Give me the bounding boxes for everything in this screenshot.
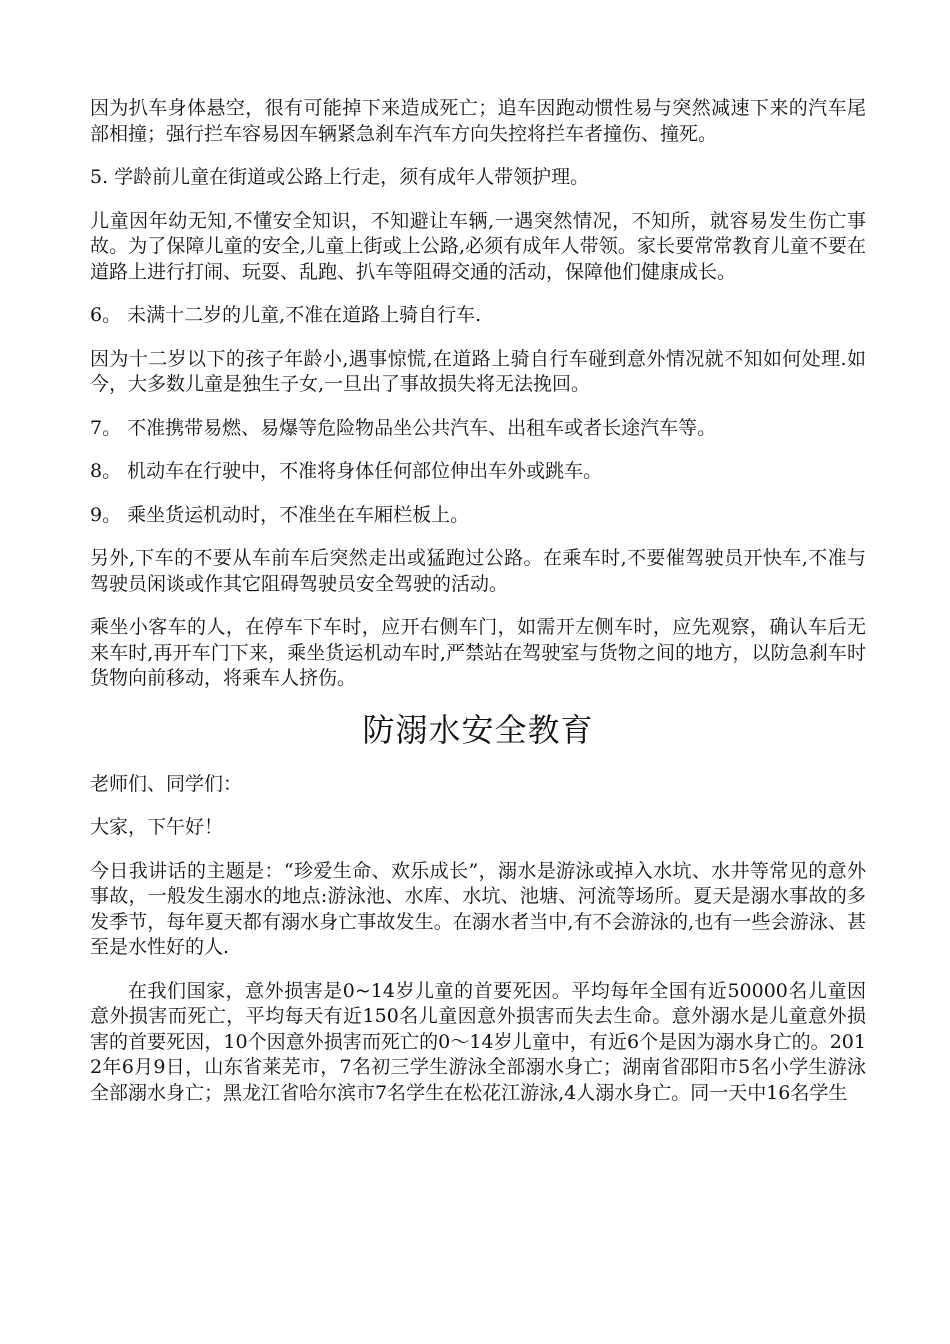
paragraph: 另外,下车的不要从车前车后突然走出或猛跑过公路。在乘车时,不要催驾驶员开快车,不准与驾驶员闲谈或作其它阻碍驾驶员安全驾驶的活动。	[90, 547, 866, 595]
paragraph: 今日我讲话的主题是：“珍爱生命、欢乐成长”，溺水是游泳或掉入水坑、水井等常见的意外事故，一般发生溺水的地点:游泳池、水库、水坑、池塘、河流等场所。夏天是溺水事故的多发季节，每年夏天都有溺水身亡事故发生。在溺水者当中,有不会游泳的,也有一些会游泳、甚至是水性好的人.	[90, 859, 866, 958]
greeting: 大家，下午好！	[90, 816, 224, 838]
paragraph: 6。 未满十二岁的儿童,不准在道路上骑自行车.	[90, 304, 482, 326]
paragraph: 乘坐小客车的人，在停车下车时，应开右侧车门，如需开左侧车时，应先观察，确认车后无来车时,再开车门下来，乘坐货运机动车时,严禁站在驾驶室与货物之间的地方，以防急刹车时货物向前移动，将乘车人挤伤。	[90, 616, 866, 689]
paragraph: 儿童因年幼无知,不懂安全知识，不知避让车辆,一遇突然情况，不知所，就容易发生伤亡事故。为了保障儿童的安全,儿童上街或上公路,必须有成年人带领。家长要常常教育儿童不要在道路上进行打闹、玩耍、乱跑、扒车等阻碍交通的活动，保障他们健康成长。	[90, 209, 866, 283]
greeting: 老师们、同学们：	[90, 772, 243, 795]
document-page	[90, 96, 866, 1124]
paragraph: 7。 不准携带易燃、易爆等危险物品坐公共汽车、出租车或者长途汽车等。	[90, 416, 717, 439]
paragraph: 因为十二岁以下的孩子年龄小,遇事惊慌,在道路上骑自行车碰到意外情况就不知如何处理.如今，大多数儿童是独生子女,一旦出了事故损失将无法挽回。	[90, 347, 866, 395]
paragraph: 5. 学龄前儿童在街道或公路上行走，须有成年人带领护理。	[90, 166, 590, 188]
paragraph: 9。 乘坐货运机动时，不准坐在车厢栏板上。	[90, 503, 470, 526]
paragraph: 在我们国家，意外损害是0~14岁儿童的首要死因。平均每年全国有近50000名儿童因意外损害而死亡，平均每天有近150名儿童因意外损害而失去生命。意外溺水是儿童意外损害的首要死因，10个因意外损害而死亡的0～14岁儿童中，有近6个是因为溺水身亡的。2012年6月9日，山东省莱芜市，7名初三学生游泳全部溺水身亡；湖南省邵阳市5名小学生游泳全部溺水身亡；黑龙江省哈尔滨市7名学生在松花江游泳,4人溺水身亡。同一天中16名学生	[90, 979, 866, 1104]
paragraph: 因为扒车身体悬空，很有可能掉下来造成死亡；追车因跑动惯性易与突然减速下来的汽车尾部相撞；强行拦车容易因车辆紧急刹车汽车方向失控将拦车者撞伤、撞死。	[90, 97, 866, 145]
section-title: 防溺水安全教育	[362, 710, 594, 749]
paragraph: 8。 机动车在行驶中，不准将身体任何部位伸出车外或跳车。	[90, 460, 603, 482]
